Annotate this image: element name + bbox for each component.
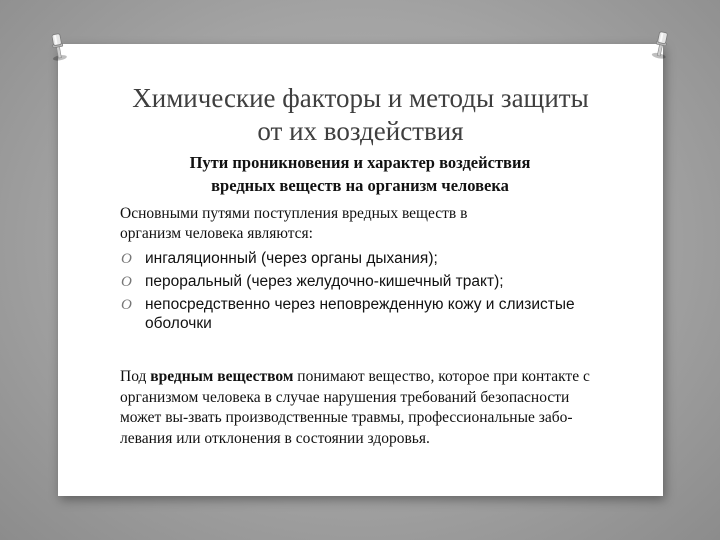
route-detail: (через органы дыхания);	[256, 250, 438, 267]
route-detail: (через желудочно-кишечный тракт);	[241, 273, 504, 290]
intro-line: организм человека являются:	[120, 225, 313, 242]
slide-subtitle	[120, 151, 600, 197]
pushpin-icon	[45, 30, 72, 63]
slide-title	[58, 82, 663, 148]
pushpin-icon	[647, 28, 675, 62]
entry-routes-list	[120, 249, 600, 337]
list-item	[120, 272, 600, 291]
intro-line: Основными путями поступления вредных веществ в	[120, 205, 468, 222]
slide-title-line: от их воздействия	[257, 116, 464, 146]
slide-subtitle-line: Пути проникновения и характер воздействия	[189, 153, 531, 172]
intro-paragraph	[120, 204, 600, 244]
list-item	[120, 249, 600, 268]
definition-lead: Под	[120, 368, 151, 385]
slide-title-line: Химические факторы и методы защиты	[132, 83, 589, 113]
definition-rest: понимают вещество, которое при контакте с организмом человека в случае нарушения требований безопасности может вы-звать производственные травмы, профессиональные забо-левания или отклонения в состоянии здоровья.	[120, 368, 590, 447]
definition-term: вредным веществом	[150, 368, 294, 385]
bullet-marker-icon: O	[121, 297, 132, 313]
bullet-marker-icon: O	[121, 251, 132, 267]
route-term: ингаляционный	[145, 250, 257, 267]
route-term: непосредственно через неповрежденную кожу и слизистые оболочки	[145, 296, 575, 332]
bullet-marker-icon: O	[121, 274, 132, 290]
list-item	[120, 295, 600, 333]
definition-paragraph	[120, 367, 600, 449]
route-term: пероральный	[145, 273, 242, 290]
slide-subtitle-line: вредных веществ на организм человека	[211, 176, 509, 195]
